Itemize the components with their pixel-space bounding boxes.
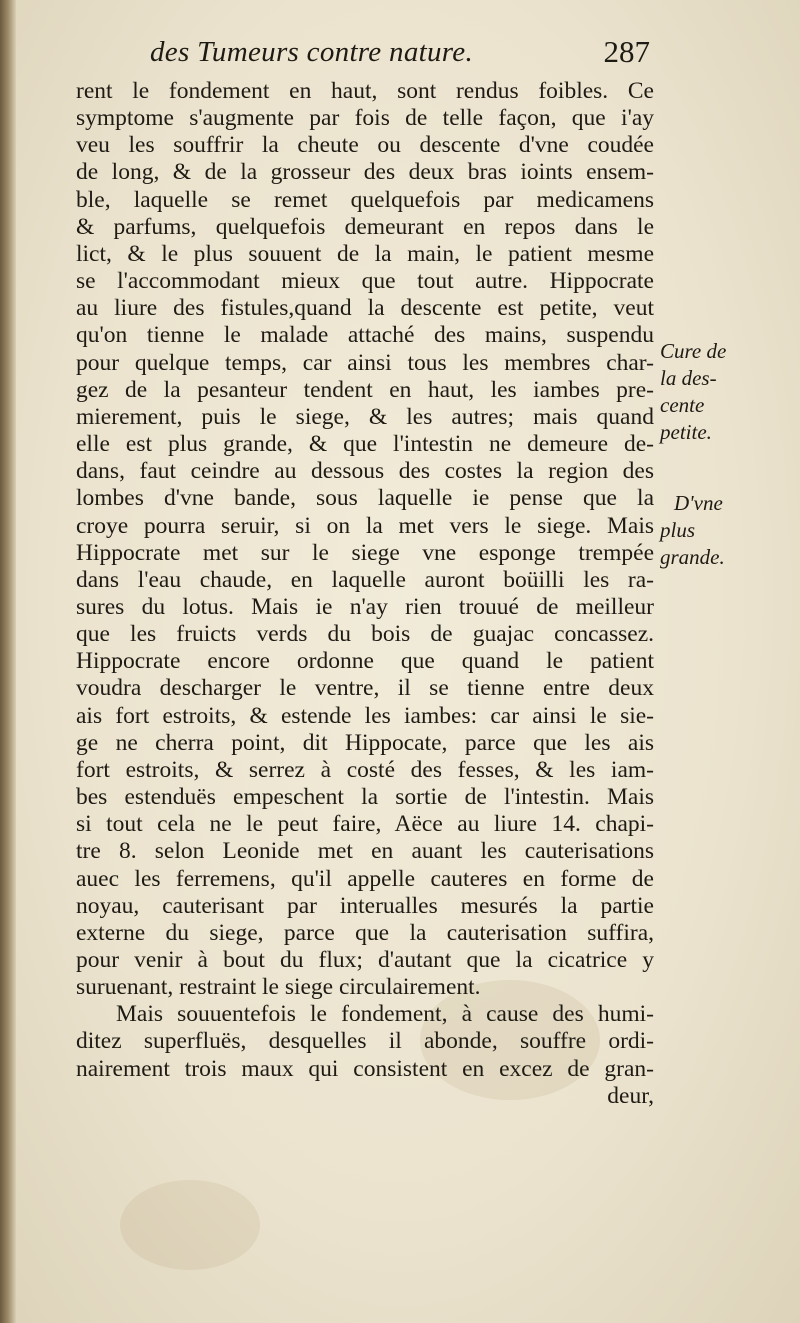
text-line: dans l'eau chaude, en laquelle auront boüilli les ra-: [76, 566, 654, 593]
text-line: tre 8. selon Leonide met en auant les cauterisations: [76, 838, 654, 865]
text-line: symptome s'augmente par fois de telle façon, que i'ay: [76, 105, 654, 132]
text-line: pour quelque temps, car ainsi tous les membres char-: [76, 349, 654, 376]
text-line: que les fruicts verds du bois de guajac concassez.: [76, 621, 654, 648]
text-line: voudra descharger le ventre, il se tienne entre deux: [76, 675, 654, 702]
text-line: de long, & de la grosseur des deux bras ioints ensem-: [76, 159, 654, 186]
text-line: ble, laquelle se remet quelquefois par medicamens: [76, 186, 654, 213]
text-line: Hippocrate encore ordonne que quand le patient: [76, 648, 654, 675]
text-line: bes estenduës empeschent la sortie de l'intestin. Mais: [76, 784, 654, 811]
text-line: se l'accommodant mieux que tout autre. Hippocrate: [76, 268, 654, 295]
margin-note-line: grande.: [660, 545, 725, 569]
text-line: deur,: [607, 1082, 654, 1109]
page-number: 287: [603, 34, 650, 69]
text-line: rent le fondement en haut, sont rendus foibles. Ce: [76, 78, 654, 104]
page-header: [150, 36, 650, 76]
text-line: auec les ferremens, qu'il appelle cauteres en forme de: [76, 865, 654, 892]
text-line: fort estroits, & serrez à costé des fesses, & les iam-: [76, 756, 654, 783]
text-line: au liure des fistules,quand la descente est petite, veut: [76, 295, 654, 322]
text-line: elle est plus grande, & que l'intestin ne demeure de-: [76, 431, 654, 458]
text-line: nairement trois maux qui consistent en excez de gran-: [76, 1055, 654, 1082]
body-text: [76, 78, 654, 1110]
text-line: pour venir à bout du flux; d'autant que la cicatrice y: [76, 947, 654, 973]
text-line: ge ne cherra point, dit Hippocate, parce que les ais: [76, 729, 654, 756]
margin-note-line: plus: [660, 518, 696, 542]
text-line: lombes d'vne bande, sous laquelle ie pense que la: [76, 485, 654, 512]
margin-note-line: D'vne: [674, 491, 723, 515]
margin-note-line: cente: [660, 393, 705, 417]
text-line: ditez superfluës, desquelles il abonde, souffre ordi-: [76, 1028, 654, 1055]
text-line: mierement, puis le siege, & les autres; mais quand: [76, 403, 654, 430]
paper-stain: [120, 1180, 260, 1270]
margin-note-line: petite.: [660, 420, 712, 444]
text-line: qu'on tienne le malade attaché des mains, suspendu: [76, 322, 654, 349]
text-line: lict, & le plus souuent de la main, le patient mesme: [76, 240, 654, 267]
text-line: Mais souuentefois le fondement, à cause des humi-: [116, 1001, 654, 1028]
text-line: Hippocrate met sur le siege vne esponge trempée: [76, 539, 654, 566]
text-line: noyau, cauterisant par interualles mesurés la partie: [76, 892, 654, 919]
binding-edge: [0, 0, 16, 1323]
text-line: dans, faut ceindre au dessous des costes la region des: [76, 458, 654, 485]
text-line: suruenant, restraint le siege circulairement.: [76, 974, 481, 1001]
text-line: gez de la pesanteur tendent en haut, les iambes pre-: [76, 376, 654, 403]
margin-note-line: Cure de: [660, 339, 727, 363]
text-line: ais fort estroits, & estende les iambes: car ainsi le sie-: [76, 702, 654, 729]
text-line: si tout cela ne le peut faire, Aëce au liure 14. chapi-: [76, 811, 654, 838]
text-line: & parfums, quelquefois demeurant en repos dans le: [76, 213, 654, 240]
text-line: veu les souffrir la cheute ou descente d'vne coudée: [76, 132, 654, 159]
text-line: externe du siege, parce que la cauterisation suffira,: [76, 919, 654, 946]
margin-note-line: la des-: [660, 366, 717, 390]
text-line: sures du lotus. Mais ie n'ay rien trouué de meilleur: [76, 593, 654, 620]
text-line: croye pourra seruir, si on la met vers le siege. Mais: [76, 512, 654, 539]
running-title: des Tumeurs contre nature.: [150, 36, 474, 68]
